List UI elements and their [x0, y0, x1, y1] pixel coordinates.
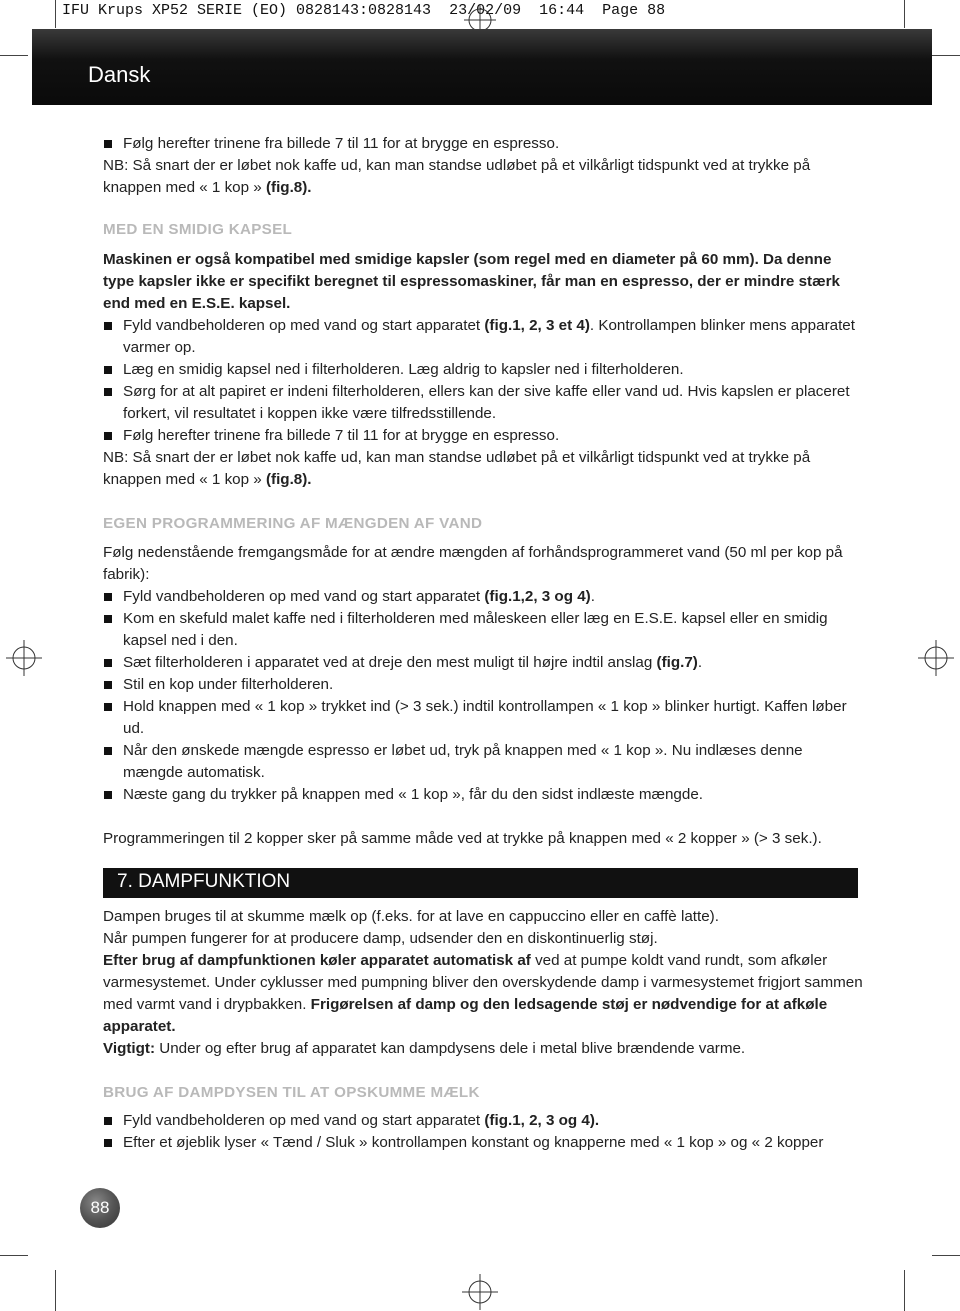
list-item — [103, 652, 863, 674]
list-item-text: Fyld vandbeholderen op med vand og start apparatet — [123, 588, 485, 605]
list-item — [103, 586, 863, 608]
note-text: NB: Så snart der er løbet nok kaffe ud, kan man standse udløbet på et vilkårligt tidspunkt ved at trykke på knappen med « 1 kop » — [103, 449, 811, 488]
paragraph: Når pumpen fungerer for at producere damp, udsender den en diskontinuerlig støj. — [103, 930, 658, 947]
list-item-text: . Kontrollampen blinker mens apparatet varmer op. — [123, 317, 855, 356]
note-figure-ref: (fig.8). — [265, 179, 312, 196]
crop-mark-top-right-h — [932, 55, 960, 56]
note-figure-ref: (fig.8). — [265, 471, 312, 488]
list-item-text: . — [590, 588, 595, 605]
crop-mark-bottom-right-h — [932, 1255, 960, 1256]
section-7-title: 7. DAMPFUNKTION — [117, 871, 291, 892]
list-item — [103, 1110, 863, 1132]
list-item: Læg en smidig kapsel ned i filterholderen. Læg aldrig to kapsler ned i filterholderen. — [103, 359, 863, 381]
language-banner — [32, 29, 932, 105]
paragraph: Dampen bruges til at skumme mælk op (f.eks. for at lave en cappuccino eller en caffè latte). — [103, 908, 719, 925]
figure-ref: (fig.1, 2, 3 og 4). — [484, 1112, 600, 1129]
list-item: Sørg for at alt papiret er indeni filterholderen, ellers kan der sive kaffe eller vand ud. Hvis kapslen er placeret forkert, vil resultatet i koppen ikke være tilfredsstillende. — [103, 381, 863, 425]
paragraph-text: ved at pumpe koldt vand rundt, som afkøler varmesystemet. Under cyklusser med pumpning bliver den overskydende damp i varmesystemet frigjort sammen med varmt vand i drypbakken. — [103, 952, 863, 1013]
list-item: Følg herefter trinene fra billede 7 til 11 for at brygge en espresso. — [103, 425, 863, 447]
note-paragraph — [103, 447, 863, 491]
crop-mark-bottom-left-h — [0, 1255, 28, 1256]
figure-ref: (fig.1,2, 3 og 4) — [484, 588, 591, 605]
list-item-text: . — [697, 654, 703, 671]
list-item-text: Fyld vandbeholderen op med vand og start apparatet — [123, 317, 485, 334]
crop-mark-top-right — [904, 0, 905, 28]
list-item: Kom en skefuld malet kaffe ned i filterholderen med måleskeen eller læg en E.S.E. kapsel eller en smidig kapsel ned i den. — [103, 608, 863, 652]
list-item: Hold knappen med « 1 kop » trykket ind (> 3 sek.) indtil kontrollampen « 1 kop » blinker hurtigt. Kaffen løber ud. — [103, 696, 863, 740]
bold-text: Efter brug af dampfunktionen køler apparatet automatisk af — [103, 952, 531, 969]
crop-mark-bottom-right — [904, 1270, 905, 1311]
warning-text: Under og efter brug af apparatet kan dampdysens dele i metal blive brændende varme. — [155, 1040, 746, 1057]
page-number-badge: 88 — [80, 1188, 120, 1228]
crop-mark-top-left-h — [0, 55, 28, 56]
list-item: Efter et øjeblik lyser « Tænd / Sluk » kontrollampen konstant og knapperne med « 1 kop » og « 2 kopper — [103, 1132, 863, 1154]
outro-paragraph: Programmeringen til 2 kopper sker på samme måde ved at trykke på knappen med « 2 kopper » (> 3 sek.). — [103, 830, 822, 847]
registration-mark-bottom — [462, 1274, 498, 1310]
registration-mark-left — [6, 640, 42, 676]
list-item: Når den ønskede mængde espresso er løbet ud, tryk på knappen med « 1 kop ». Nu indlæses denne mængde automatisk. — [103, 740, 863, 784]
list-item: Følg herefter trinene fra billede 7 til 11 for at brygge en espresso. — [103, 133, 863, 155]
note-text: NB: Så snart der er løbet nok kaffe ud, kan man standse udløbet på et vilkårligt tidspunkt ved at trykke på knappen med « 1 kop » — [103, 157, 811, 196]
list-item-text: Sæt filterholderen i apparatet ved at dreje den mest muligt til højre indtil anslag — [123, 654, 657, 671]
note-paragraph — [103, 155, 863, 199]
bold-text: Frigørelsen af damp og den ledsagende støj er nødvendige for at afkøle apparatet. — [103, 996, 828, 1035]
registration-mark-right — [918, 640, 954, 676]
print-header: IFU Krups XP52 SERIE (EO) 0828143:0828143 23/02/09 16:44 Page 88 — [62, 2, 666, 19]
list-item-text: Fyld vandbeholderen op med vand og start apparatet — [123, 1112, 485, 1129]
intro-paragraph: Følg nedenstående fremgangsmåde for at ændre mængden af forhåndsprogrammeret vand (50 ml per kop på fabrik): — [103, 544, 843, 583]
list-item — [103, 315, 863, 359]
crop-mark-bottom-left — [55, 1270, 56, 1311]
section-heading: BRUG AF DAMPDYSEN TIL AT OPSKUMME MÆLK — [103, 1084, 480, 1101]
figure-ref: (fig.7) — [656, 654, 698, 671]
crop-mark-top-left — [55, 0, 56, 28]
section-heading: EGEN PROGRAMMERING AF MÆNGDEN AF VAND — [103, 515, 483, 532]
section-7-banner — [103, 868, 858, 898]
paragraph — [103, 950, 863, 1038]
warning-label: Vigtigt: — [103, 1040, 156, 1057]
list-item: Næste gang du trykker på knappen med « 1 kop », får du den sidst indlæste mængde. — [103, 784, 863, 806]
warning-paragraph — [103, 1038, 863, 1060]
figure-ref: (fig.1, 2, 3 et 4) — [484, 317, 590, 334]
language-label: Dansk — [88, 62, 151, 87]
page-content — [103, 133, 863, 1154]
section-heading: MED EN SMIDIG KAPSEL — [103, 221, 293, 238]
list-item: Stil en kop under filterholderen. — [103, 674, 863, 696]
bold-paragraph: Maskinen er også kompatibel med smidige kapsler (som regel med en diameter på 60 mm). Da denne type kapsler ikke er specifikt beregnet til espressomaskiner, får man en espresso, der er mindre stærk end med en E.S.E. kapsel. — [103, 251, 840, 312]
